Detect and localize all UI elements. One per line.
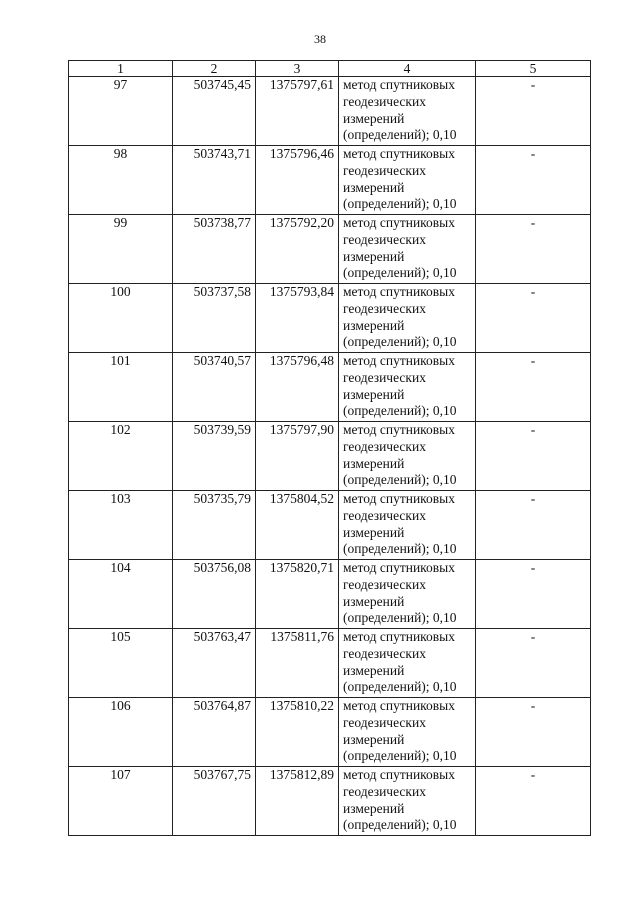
y-coordinate-cell: 1375804,52 — [256, 491, 339, 560]
table-row — [69, 77, 591, 146]
note-cell: - — [476, 77, 591, 146]
point-number-cell: 104 — [69, 560, 173, 629]
method-cell: метод спутниковых геодезических измерений (определений); 0,10 — [339, 491, 476, 560]
method-cell: метод спутниковых геодезических измерений (определений); 0,10 — [339, 698, 476, 767]
table-row — [69, 146, 591, 215]
x-coordinate-cell: 503763,47 — [173, 629, 256, 698]
table-row — [69, 698, 591, 767]
note-cell: - — [476, 284, 591, 353]
point-number-cell: 98 — [69, 146, 173, 215]
table-row — [69, 353, 591, 422]
column-header-4: 4 — [339, 61, 476, 77]
table-row — [69, 560, 591, 629]
table-row — [69, 284, 591, 353]
method-cell: метод спутниковых геодезических измерений (определений); 0,10 — [339, 767, 476, 836]
point-number-cell: 106 — [69, 698, 173, 767]
point-number-cell: 101 — [69, 353, 173, 422]
x-coordinate-cell: 503735,79 — [173, 491, 256, 560]
note-cell: - — [476, 767, 591, 836]
y-coordinate-cell: 1375796,46 — [256, 146, 339, 215]
y-coordinate-cell: 1375797,61 — [256, 77, 339, 146]
y-coordinate-cell: 1375820,71 — [256, 560, 339, 629]
note-cell: - — [476, 353, 591, 422]
y-coordinate-cell: 1375812,89 — [256, 767, 339, 836]
point-number-cell: 102 — [69, 422, 173, 491]
table-row — [69, 215, 591, 284]
table-row — [69, 422, 591, 491]
x-coordinate-cell: 503764,87 — [173, 698, 256, 767]
page-number: 38 — [314, 32, 326, 46]
note-cell: - — [476, 629, 591, 698]
x-coordinate-cell: 503737,58 — [173, 284, 256, 353]
point-number-cell: 100 — [69, 284, 173, 353]
x-coordinate-cell: 503756,08 — [173, 560, 256, 629]
method-cell: метод спутниковых геодезических измерений (определений); 0,10 — [339, 422, 476, 491]
point-number-cell: 97 — [69, 77, 173, 146]
method-cell: метод спутниковых геодезических измерений (определений); 0,10 — [339, 77, 476, 146]
note-cell: - — [476, 698, 591, 767]
method-cell: метод спутниковых геодезических измерений (определений); 0,10 — [339, 560, 476, 629]
x-coordinate-cell: 503745,45 — [173, 77, 256, 146]
table-row — [69, 491, 591, 560]
note-cell: - — [476, 491, 591, 560]
x-coordinate-cell: 503739,59 — [173, 422, 256, 491]
x-coordinate-cell: 503767,75 — [173, 767, 256, 836]
note-cell: - — [476, 560, 591, 629]
method-cell: метод спутниковых геодезических измерений (определений); 0,10 — [339, 146, 476, 215]
table-body — [69, 77, 591, 836]
y-coordinate-cell: 1375810,22 — [256, 698, 339, 767]
table-header-row — [69, 61, 591, 77]
point-number-cell: 107 — [69, 767, 173, 836]
x-coordinate-cell: 503740,57 — [173, 353, 256, 422]
method-cell: метод спутниковых геодезических измерений (определений); 0,10 — [339, 629, 476, 698]
note-cell: - — [476, 146, 591, 215]
y-coordinate-cell: 1375797,90 — [256, 422, 339, 491]
x-coordinate-cell: 503743,71 — [173, 146, 256, 215]
x-coordinate-cell: 503738,77 — [173, 215, 256, 284]
column-header-3: 3 — [256, 61, 339, 77]
table-row — [69, 629, 591, 698]
method-cell: метод спутниковых геодезических измерений (определений); 0,10 — [339, 215, 476, 284]
table-row — [69, 767, 591, 836]
column-header-2: 2 — [173, 61, 256, 77]
method-cell: метод спутниковых геодезических измерений (определений); 0,10 — [339, 353, 476, 422]
note-cell: - — [476, 422, 591, 491]
method-cell: метод спутниковых геодезических измерений (определений); 0,10 — [339, 284, 476, 353]
y-coordinate-cell: 1375792,20 — [256, 215, 339, 284]
column-header-5: 5 — [476, 61, 591, 77]
point-number-cell: 99 — [69, 215, 173, 284]
coordinates-table — [68, 60, 591, 836]
column-header-1: 1 — [69, 61, 173, 77]
note-cell: - — [476, 215, 591, 284]
y-coordinate-cell: 1375793,84 — [256, 284, 339, 353]
y-coordinate-cell: 1375796,48 — [256, 353, 339, 422]
footer-marks — [440, 893, 630, 899]
y-coordinate-cell: 1375811,76 — [256, 629, 339, 698]
point-number-cell: 105 — [69, 629, 173, 698]
point-number-cell: 103 — [69, 491, 173, 560]
